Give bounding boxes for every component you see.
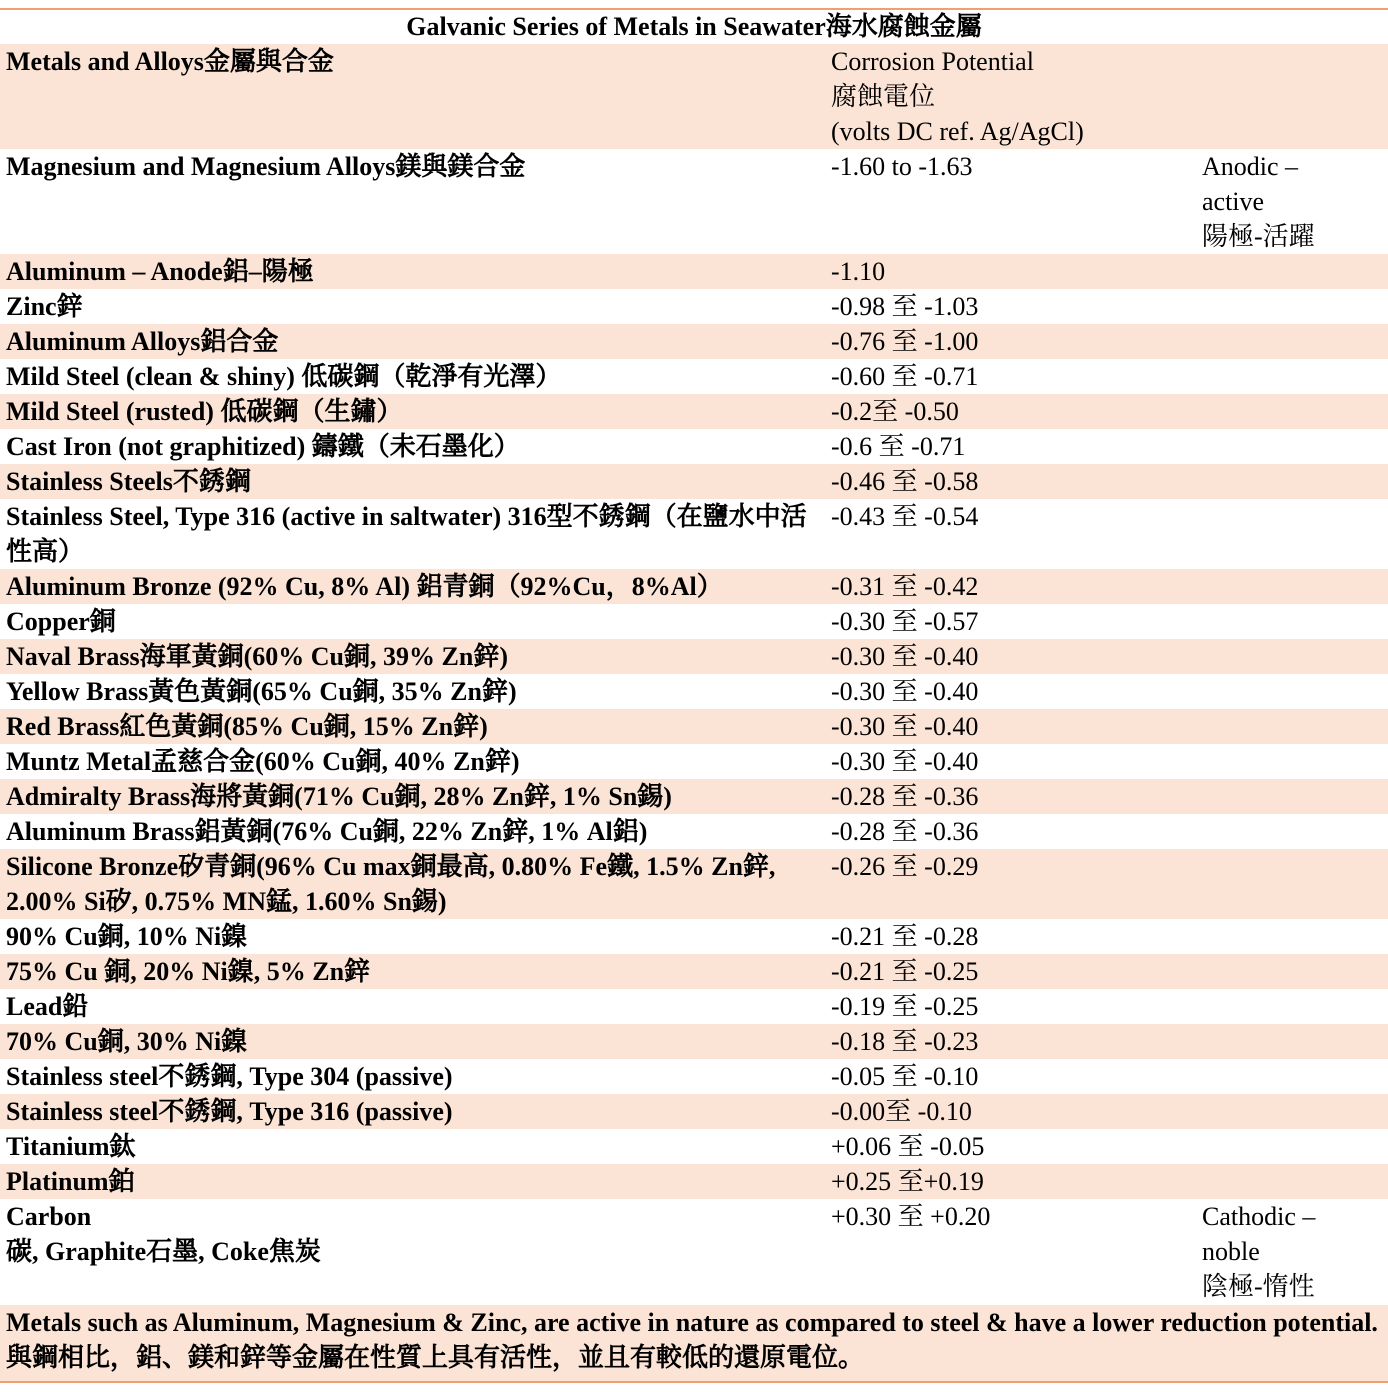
note-cell: [1196, 429, 1388, 464]
note-cell: [1196, 254, 1388, 289]
note-cell: [1196, 1024, 1388, 1059]
footer-note: Metals such as Aluminum, Magnesium & Zinc, are active in nature as compared to steel & have a lower reduction potential. 與鋼相比，鋁、鎂和鋅等金屬在性質上具有活性，並且有較低的還原電位。: [0, 1305, 1388, 1381]
metal-cell: Copper銅: [6, 607, 116, 636]
metal-cell: Stainless steel不銹鋼, Type 316 (passive): [0, 1094, 825, 1129]
potential-cell: -0.30 至 -0.40: [831, 747, 979, 776]
table-row: [0, 814, 1388, 849]
metal-cell: Mild Steel (clean & shiny) 低碳鋼（乾淨有光澤）: [6, 362, 562, 391]
note-cell: [1196, 744, 1388, 779]
cathodic-note-line1: Cathodic –: [1202, 1202, 1316, 1231]
note-cell: [1196, 324, 1388, 359]
header-potential-line3: (volts DC ref. Ag/AgCl): [831, 117, 1084, 146]
table-row: [0, 954, 1388, 989]
note-cell: [1196, 499, 1388, 569]
header-note: [1196, 44, 1388, 149]
table-row: [0, 989, 1388, 1024]
metal-cell: Aluminum Alloys鋁合金: [0, 324, 825, 359]
metal-cell: Stainless Steels不銹鋼: [0, 464, 825, 499]
table-row: [0, 149, 1388, 254]
anodic-note-line3: 陽極-活躍: [1202, 222, 1315, 251]
metal-cell: Stainless Steel, Type 316 (active in saltwater) 316型不銹鋼（在鹽水中活性高）: [6, 502, 807, 566]
metal-cell: Stainless steel不銹鋼, Type 304 (passive): [6, 1062, 453, 1091]
table-row: [0, 254, 1388, 289]
bottom-rule: [0, 1381, 1388, 1383]
table-title: Galvanic Series of Metals in Seawater海水腐蝕金屬: [406, 12, 982, 41]
potential-cell: -0.30 至 -0.40: [825, 639, 1196, 674]
metal-cell: Titanium鈦: [6, 1132, 136, 1161]
table-row: [0, 709, 1388, 744]
carbon-line1: Carbon: [6, 1202, 92, 1231]
table-row: [0, 569, 1388, 604]
table-row: [0, 1059, 1388, 1094]
potential-cell: -0.2至 -0.50: [825, 394, 1196, 429]
potential-cell: -0.30 至 -0.40: [831, 677, 979, 706]
metal-cell: Aluminum Bronze (92% Cu, 8% Al) 鋁青銅（92%Cu，8%Al）: [0, 569, 825, 604]
table-row: [0, 1164, 1388, 1199]
note-cell: [1196, 464, 1388, 499]
note-cell: [1196, 954, 1388, 989]
note-cell: [1196, 1164, 1388, 1199]
metal-cell: Aluminum – Anode鋁–陽極: [0, 254, 825, 289]
metal-cell: Aluminum Brass鋁黃銅(76% Cu銅, 22% Zn鋅, 1% Al鋁): [6, 817, 648, 846]
table-row: [0, 639, 1388, 674]
cathodic-note: [1196, 1199, 1388, 1304]
table-row: [0, 744, 1388, 779]
potential-cell: -0.43 至 -0.54: [831, 502, 979, 531]
potential-cell: -0.30 至 -0.57: [831, 607, 979, 636]
potential-cell: +0.25 至+0.19: [825, 1164, 1196, 1199]
potential-cell: -0.28 至 -0.36: [825, 779, 1196, 814]
metal-cell: 75% Cu 銅, 20% Ni鎳, 5% Zn鋅: [0, 954, 825, 989]
potential-cell: -0.19 至 -0.25: [831, 992, 979, 1021]
table-row: [0, 324, 1388, 359]
note-cell: [1196, 1129, 1388, 1164]
potential-cell: -0.18 至 -0.23: [825, 1024, 1196, 1059]
note-cell: [1196, 989, 1388, 1024]
note-cell: [1196, 1059, 1388, 1094]
potential-cell: +0.30 至 +0.20: [831, 1202, 991, 1231]
metal-cell: Naval Brass海軍黃銅(60% Cu銅, 39% Zn鋅): [0, 639, 825, 674]
metal-cell: Magnesium and Magnesium Alloys鎂與鎂合金: [6, 152, 526, 181]
table-row: [0, 779, 1388, 814]
metal-cell: Cast Iron (not graphitized) 鑄鐵（未石墨化）: [6, 432, 520, 461]
potential-cell: -1.60 to -1.63: [831, 152, 973, 181]
potential-cell: +0.06 至 -0.05: [831, 1132, 985, 1161]
carbon-line2: 碳, Graphite石墨, Coke焦炭: [6, 1237, 321, 1266]
metal-cell: Red Brass紅色黃銅(85% Cu銅, 15% Zn鋅): [0, 709, 825, 744]
table-row: [0, 289, 1388, 324]
metal-cell: 70% Cu銅, 30% Ni鎳: [0, 1024, 825, 1059]
metal-cell: Zinc鋅: [6, 292, 83, 321]
note-cell: [1196, 639, 1388, 674]
note-cell: [1196, 569, 1388, 604]
note-cell: [1196, 919, 1388, 954]
table-row: [0, 1129, 1388, 1164]
potential-cell: -0.98 至 -1.03: [831, 292, 979, 321]
note-cell: [1196, 709, 1388, 744]
table-body: [0, 44, 1388, 1304]
potential-cell: -1.10: [825, 254, 1196, 289]
anodic-note-line1: Anodic –: [1202, 152, 1299, 181]
table-row: [0, 849, 1388, 919]
metal-cell: Yellow Brass黃色黃銅(65% Cu銅, 35% Zn鋅): [6, 677, 517, 706]
note-cell: [1196, 674, 1388, 709]
metal-cell: Mild Steel (rusted) 低碳鋼（生鏽）: [0, 394, 825, 429]
table-row: [0, 464, 1388, 499]
table-row: [0, 604, 1388, 639]
potential-cell: -0.00至 -0.10: [825, 1094, 1196, 1129]
anodic-note: [1196, 149, 1388, 254]
potential-cell: -0.31 至 -0.42: [825, 569, 1196, 604]
metal-cell: Silicone Bronze矽青銅(96% Cu max銅最高, 0.80% Fe鐵, 1.5% Zn鋅, 2.00% Si矽, 0.75% MN錳, 1.60% Sn錫): [0, 849, 825, 919]
table-row: [0, 919, 1388, 954]
metal-cell: Muntz Metal孟慈合金(60% Cu銅, 40% Zn鋅): [6, 747, 520, 776]
potential-cell: -0.21 至 -0.28: [831, 922, 979, 951]
potential-cell: -0.28 至 -0.36: [831, 817, 979, 846]
potential-cell: -0.21 至 -0.25: [825, 954, 1196, 989]
potential-cell: -0.05 至 -0.10: [831, 1062, 979, 1091]
metal-cell: Lead鉛: [6, 992, 89, 1021]
potential-cell: -0.26 至 -0.29: [825, 849, 1196, 919]
note-cell: [1196, 289, 1388, 324]
metal-cell: 90% Cu銅, 10% Ni鎳: [6, 922, 248, 951]
potential-cell: -0.46 至 -0.58: [825, 464, 1196, 499]
header-potential-line1: Corrosion Potential: [831, 47, 1034, 76]
potential-cell: -0.76 至 -1.00: [825, 324, 1196, 359]
note-cell: [1196, 359, 1388, 394]
header-potential: [825, 44, 1196, 149]
potential-cell: -0.6 至 -0.71: [831, 432, 966, 461]
anodic-note-line2: active: [1202, 187, 1265, 216]
galvanic-table: [0, 44, 1388, 1304]
cathodic-note-line3: 陰極-惰性: [1202, 1272, 1315, 1301]
table-row: [0, 1199, 1388, 1304]
table-row: [0, 1094, 1388, 1129]
table-row: [0, 1024, 1388, 1059]
table-row: [0, 359, 1388, 394]
potential-cell: -0.30 至 -0.40: [825, 709, 1196, 744]
potential-cell: -0.60 至 -0.71: [831, 362, 979, 391]
table-row: [0, 674, 1388, 709]
table-row: [0, 429, 1388, 464]
table-row: [0, 499, 1388, 569]
note-cell: [1196, 394, 1388, 429]
note-cell: [1196, 779, 1388, 814]
metal-cell: Admiralty Brass海將黃銅(71% Cu銅, 28% Zn鋅, 1% Sn錫): [0, 779, 825, 814]
header-row: [0, 44, 1388, 149]
note-cell: [1196, 849, 1388, 919]
header-metals: Metals and Alloys金屬與合金: [0, 44, 825, 149]
note-cell: [1196, 1094, 1388, 1129]
header-potential-line2: 腐蝕電位: [831, 82, 936, 111]
table-row: [0, 394, 1388, 429]
note-cell: [1196, 604, 1388, 639]
metal-cell: [0, 1199, 825, 1304]
note-cell: [1196, 814, 1388, 849]
cathodic-note-line2: noble: [1202, 1237, 1260, 1266]
metal-cell: Platinum鉑: [0, 1164, 825, 1199]
